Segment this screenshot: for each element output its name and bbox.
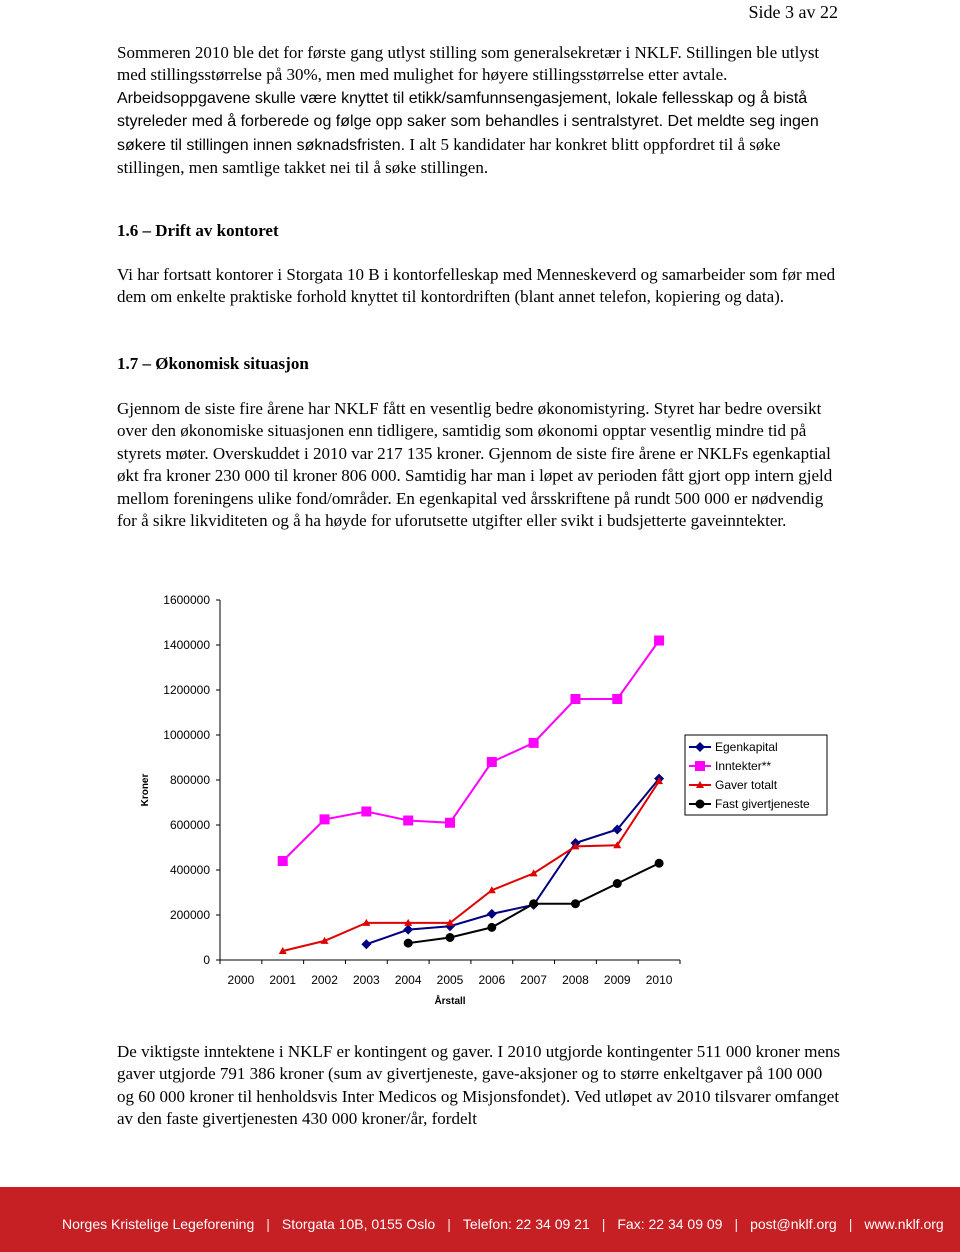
x-tick-label: 2007 [520,973,547,987]
paragraph-inntekter: De viktigste inntektene i NKLF er kontingent og gaver. I 2010 utgjorde kontingenter 511 000 kroner mens gaver utgjorde 791 386 kroner (sum av givertjeneste, gave-aksjoner og to større enkeltgaver på 100 000 og 60 000 kroner til henholdsvis Inter Medicos og Misjonsfondet). Ved utløpet av 2010 tilsvarer omfanget av den faste givertjenesten 430 000 kroner/år, fordelt [117,1042,841,1129]
section-heading-drift: 1.6 – Drift av kontoret [117,221,279,240]
y-tick-label: 800000 [169,773,210,787]
x-tick-label: 2002 [311,973,338,987]
y-tick-label: 400000 [169,863,210,877]
data-point-inntekter [278,856,288,866]
paragraph-text: I alt 5 kandidater har konkret blitt oppfordret til å søke stillingen, men samtlige takket nei til å søke stillingen. [117,134,781,178]
data-point-fast-givertjeneste [487,923,496,932]
x-tick-label: 2010 [645,973,673,987]
data-point-inntekter [612,694,622,704]
data-point-fast-givertjeneste [571,899,580,908]
x-tick-label: 2005 [436,973,464,987]
data-point-egenkapital [487,909,497,919]
series-line-inntekter [283,641,659,862]
legend-label-inntekter: Inntekter** [715,759,772,773]
legend-label-egenkapital: Egenkapital [715,740,778,754]
x-tick-label: 2001 [269,973,297,987]
economy-line-chart [130,585,830,1015]
page-footer [0,1187,960,1252]
footer-separator: | [447,1215,451,1232]
y-tick-label: 200000 [169,908,210,922]
series-line-egenkapital [366,779,659,945]
series-line-gaver-totalt [283,781,659,951]
x-axis-title: Årstall [434,996,466,1007]
footer-address: Storgata 10B, 0155 Oslo [281,1215,436,1232]
footer-fax: Fax: 22 34 09 09 [617,1215,723,1232]
data-point-inntekter [570,694,580,704]
legend-label-fast-givertjeneste: Fast givertjeneste [715,797,810,811]
data-point-fast-givertjeneste [613,879,622,888]
data-point-fast-givertjeneste [655,859,664,868]
footer-separator: | [266,1215,270,1232]
footer-org: Norges Kristelige Legeforening [62,1215,255,1232]
data-point-inntekter [529,738,539,748]
data-point-fast-givertjeneste [529,899,538,908]
legend-marker-inntekter [695,761,705,771]
footer-web-link[interactable]: www.nklf.org [864,1215,944,1232]
data-point-egenkapital [403,925,413,935]
x-tick-label: 2000 [227,973,255,987]
y-tick-label: 1600000 [163,593,210,607]
legend-label-gaver-totalt: Gaver totalt [715,778,778,792]
x-tick-label: 2006 [478,973,506,987]
x-tick-label: 2003 [353,973,380,987]
footer-separator: | [848,1215,853,1232]
y-axis-title: Kroner [140,773,151,807]
paragraph-okonomi: Gjennom de siste fire årene har NKLF fått en vesentlig bedre økonomistyring. Styret har bedre oversikt over den økonomiske situasjonen enn tidligere, samtidig som økonomi opptar vesentlig mindre tid på styrets møter. Overskuddet i 2010 var 217 135 kroner. Gjennom de siste fire årene er NKLFs egenkaptial økt fra kroner 230 000 til kroner 806 000. Samtidig har man i løpet av perioden fått gjort opp intern gjeld mellom foreningens ulike fond/områder. En egenkapital ved årsskriftene på rundt 500 000 er nødvendig for å sikre likviditeten og å ha høyde for uforutsette utgifter eller svikt i budsjetterte gaveinntekter. [117,399,833,531]
y-tick-label: 1200000 [163,683,210,697]
paragraph-text-sans: Arbeidsoppgavene skulle være knyttet til etikk/samfunnsengasjement, lokale fellesskap og å bistå styreleder med å forberede og følge opp saker som behandles i sentralstyret. Det meldte seg ingen søkere til stillingen innen søknadsfristen. [117,89,819,154]
section-heading-okonomi: 1.7 – Økonomisk situasjon [117,354,309,373]
paragraph-text: Sommeren 2010 ble det for første gang utlyst stilling som generalsekretær i NKLF. Stillingen ble utlyst med stillingsstørrelse på 30%, men med mulighet for høyere stillingsstørrelse etter avtale. [117,43,820,85]
paragraph-drift: Vi har fortsatt kontorer i Storgata 10 B i kontorfelleskap med Menneskeverd og samarbeider som før med dem om enkelte praktiske forhold knyttet til kontordriften (blant annet telefon, kopiering og data). [117,265,836,307]
data-point-inntekter [403,816,413,826]
data-point-inntekter [361,807,371,817]
data-point-fast-givertjeneste [446,933,455,942]
data-point-inntekter [320,814,330,824]
y-tick-label: 0 [203,953,210,967]
data-point-fast-givertjeneste [404,939,413,948]
x-tick-label: 2004 [394,973,422,987]
footer-separator: | [601,1215,606,1232]
y-tick-label: 1400000 [163,638,210,652]
paragraph-generalsekretaer [117,42,842,179]
data-point-inntekter [654,636,664,646]
footer-separator: | [734,1215,739,1232]
x-tick-label: 2008 [562,973,589,987]
x-tick-label: 2009 [603,973,631,987]
y-tick-label: 1000000 [163,728,210,742]
footer-phone: Telefon: 22 34 09 21 [462,1215,590,1232]
data-point-egenkapital [361,939,371,949]
page-number: Side 3 av 22 [748,2,838,22]
y-tick-label: 600000 [169,818,210,832]
data-point-inntekter [487,757,497,767]
data-point-inntekter [445,818,455,828]
legend-marker-fast-givertjeneste [696,800,705,809]
footer-email-link[interactable]: post@nklf.org [750,1215,837,1232]
